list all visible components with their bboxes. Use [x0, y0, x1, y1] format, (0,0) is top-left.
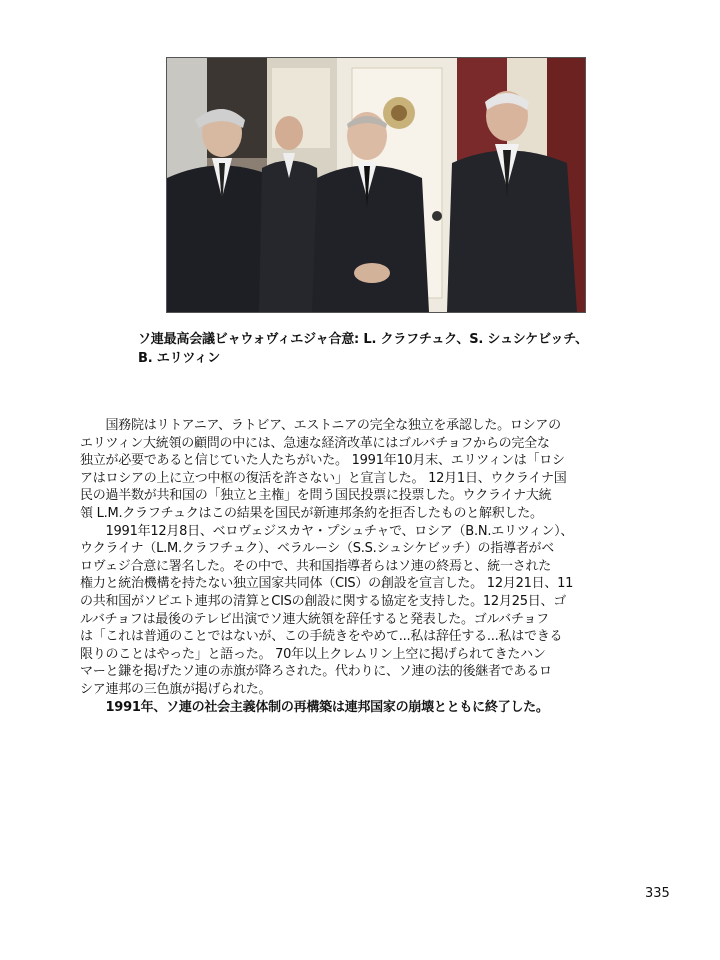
text-line: ロヴェジ合意に署名した。その中で、共和国指導者らはソ連の終焉と、統一された: [80, 558, 551, 574]
text-line: 1991年12月8日、ベロヴェジスカヤ・プシュチャで、ロシア（B.N.エリツィン）、: [80, 523, 574, 539]
photo-leaders: [166, 57, 586, 313]
text-line: ルバチョフは最後のテレビ出演でソ連大統領を辞任すると発表した。ゴルバチョフ: [80, 611, 549, 627]
text-line: 領 L.M.クラフチュクはこの結果を国民が新連邦条約を拒否したものと解釈した。: [80, 505, 543, 521]
concluding-line: 1991年、ソ連の社会主義体制の再構築は連邦国家の崩壊とともに終了した。: [80, 699, 549, 715]
body-text: [80, 417, 660, 716]
caption-line-1: ソ連最高会議ビャウォヴィエジャ合意: L. クラフチュク、S. シュシケビッチ、: [138, 332, 588, 347]
text-line: マーと鎌を掲げたソ連の赤旗が降ろされた。代わりに、ソ連の法的後継者であるロ: [80, 664, 552, 680]
text-line: 独立が必要であると信じていた人たちがいた。 1991年10月末、エリツィンは「ロシ: [80, 453, 565, 469]
text-line: の共和国がソビエト連邦の清算とCISの創設に関する協定を支持した。12月25日、ゴ: [80, 593, 566, 609]
photo-caption: [138, 330, 658, 368]
photo-icon: [167, 58, 585, 312]
text-line: 民の過半数が共和国の「独立と主権」を問う国民投票に投票した。ウクライナ大統: [80, 488, 552, 504]
text-line: エリツィン大統領の顧問の中には、急速な経済改革にはゴルバチョフからの完全な: [80, 435, 550, 451]
text-line: は「これは普通のことではないが、この手続きをやめて...私は辞任する...私はできる: [80, 629, 563, 645]
text-line: 権力と統治機構を持たない独立国家共同体（CIS）の創設を宣言した。 12月21日、11: [80, 576, 574, 592]
text-line: アはロシアの上に立つ中枢の復活を許さない」と宣言した。 12月1日、ウクライナ国: [80, 470, 567, 486]
text-line: 限りのことはやった」と語った。 70年以上クレムリン上空に掲げられてきたハン: [80, 646, 546, 662]
text-line: 国務院はリトアニア、ラトビア、エストニアの完全な独立を承認した。ロシアの: [80, 418, 561, 433]
text-line: シア連邦の三色旗が掲げられた。: [80, 681, 272, 697]
text-line: ウクライナ（L.M.クラフチュク）、ベラルーシ（S.S.シュシケビッチ）の指導者がベ: [80, 541, 555, 557]
caption-line-2: B. エリツィン: [138, 351, 220, 366]
page-number: 335: [645, 886, 670, 901]
